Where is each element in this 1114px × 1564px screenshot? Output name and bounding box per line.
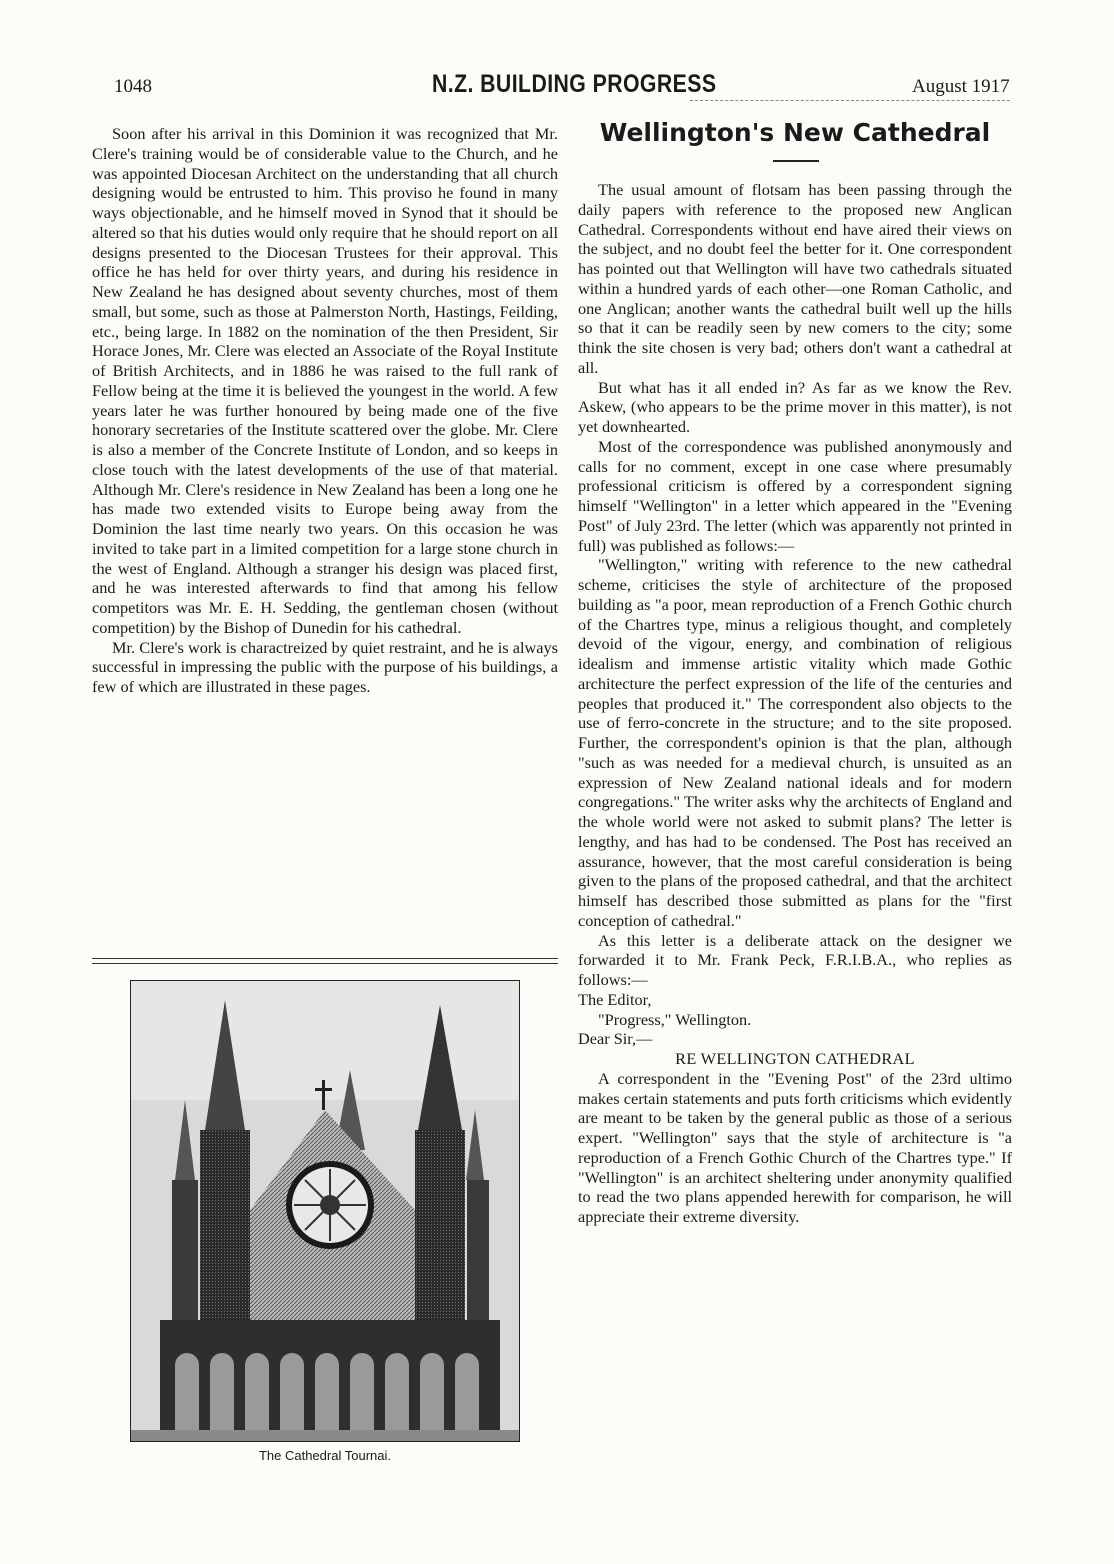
- cathedral-photo: [130, 980, 520, 1442]
- paragraph: Most of the correspondence was published anonymously and calls for no comment, except in one case where presumably professional criticism is offered by a correspondent signing himself "Wellington" in a letter which appeared in the "Evening Post" of July 23rd. The letter (which was apparently not printed in full) was published as follows:—: [578, 436, 1012, 555]
- page-number: 1048: [114, 76, 152, 97]
- paragraph: Soon after his arrival in this Dominion it was recognized that Mr. Clere's training would be of considerable value to the Church, and he was appointed Diocesan Architect on the understanding that all church designing would be entrusted to him. This proviso he found in many ways objectionable, and he himself moved in Synod that it should be altered so that his duties would only require that he should report on all designs presented to the Diocesan Trustees for their approval. This office he has held for over thirty years, and during his residence in New Zealand he has designed about seventy churches, most of them small, but some, such as those at Palmerston North, Hastings, Feilding, etc., being large. In 1882 on the nomination of the then President, Sir Horace Jones, Mr. Clere was elected an Associate of the Royal Institute of British Architects, and in 1886 he was raised to the full rank of Fellow being at the time it is believed the youngest in the world. A few years later he was further honoured by being made one of the five honorary secretaries of the Institute scattered over the globe. Mr. Clere is also a member of the Concrete Institute of London, and so keeps in close touch with the latest developments of the use of that material. Although Mr. Clere's residence in New Zealand has been a long one he has made two extended visits to Europe being away from the Dominion the last time nearly two years. On this occasion he was invited to take part in a limited competition for a large stone church in the west of England. Although a stranger his design was placed first, and he was interested afterwards to find that among his fellow competitors was Mr. E. H. Sedding, the gentleman chosen (without competition) by the Bishop of Dunedin for his cathedral.: [92, 124, 558, 637]
- right-column: [578, 180, 1012, 1227]
- paragraph: The usual amount of flotsam has been passing through the daily papers with reference to the proposed new Anglican Cathedral. Correspondents without end have aired their views on the subject, and no doubt feel the better for it. One correspondent has pointed out that Wellington will have two cathedrals situated within a hundred yards of each other—one Roman Catholic, and one Anglican; another wants the cathedral built well up the hills so that it can be readily seen by new comers to the city; some think the site chosen is very bad; others don't want a cathedral at all.: [578, 180, 1012, 377]
- page-header: [0, 0, 1114, 110]
- letter-body: A correspondent in the "Evening Post" of the 23rd ultimo makes certain statements and puts forth criticisms which evidently are meant to be taken by the general public as those of a serious expert. "Wellington" says that the style of architecture is "a reproduction of a French Gothic Church of the Chartres type." If "Wellington" is an architect sheltering under anonymity qualified to read the two plans appended herewith for comparison, he will appreciate their extreme diversity.: [578, 1068, 1012, 1226]
- masthead: N.Z. BUILDING PROGRESS: [432, 70, 717, 98]
- divider: [92, 963, 558, 964]
- issue-date: August 1917: [912, 76, 1010, 97]
- article-title: Wellington's New Cathedral: [599, 118, 991, 147]
- letter-addressee-line2: "Progress," Wellington.: [598, 1009, 752, 1029]
- left-column: [92, 124, 558, 697]
- paragraph: But what has it all ended in? As far as we know the Rev. Askew, (who appears to be the prime mover in this matter), is not yet downhearted.: [578, 377, 1012, 436]
- divider: [92, 958, 558, 959]
- paragraph: Mr. Clere's work is charactreized by quiet restraint, and he is always successful in impressing the public with the purpose of his buildings, a few of which are illustrated in these pages.: [92, 637, 558, 696]
- paragraph: "Wellington," writing with reference to the new cathedral scheme, criticises the style of architecture of the proposed building as "a poor, mean reproduction of a French Gothic church of the Chartres type, minus a religious thought, and completely devoid of the vigour, energy, and combination of religious idealism and immense artistic vitality which made Gothic architecture the perfect expression of the life of the centuries and peoples that produced it." The correspondent also objects to the use of ferro-concrete in the structure; and to the site proposed. Further, the correspondent's opinion is that the plan, although "such as was needed for a medieval church, is unsuited as an expression of New Zealand national ideals and for modern congregations." The writer asks why the architects of England and the whole world were not asked to submit plans? The letter is lengthy, and has had to be condensed. The Post has received an assurance, however, that the most careful consideration is being given to the plans of the proposed cathedral, and that the architect himself has described those submitted as plans for the "first conception of cathedral.": [578, 555, 1012, 930]
- paragraph: As this letter is a deliberate attack on the designer we forwarded it to Mr. Frank Peck, F.R.I.B.A., who replies as follows:—: [578, 930, 1012, 989]
- header-rule: [690, 100, 1010, 101]
- title-rule: [773, 160, 819, 162]
- letter-salutation: Dear Sir,—: [578, 1029, 653, 1049]
- letter-addressee: The Editor,: [578, 989, 652, 1009]
- letter-subject-heading: RE WELLINGTON CATHEDRAL: [675, 1049, 915, 1068]
- photo-caption: The Cathedral Tournai.: [258, 1448, 391, 1463]
